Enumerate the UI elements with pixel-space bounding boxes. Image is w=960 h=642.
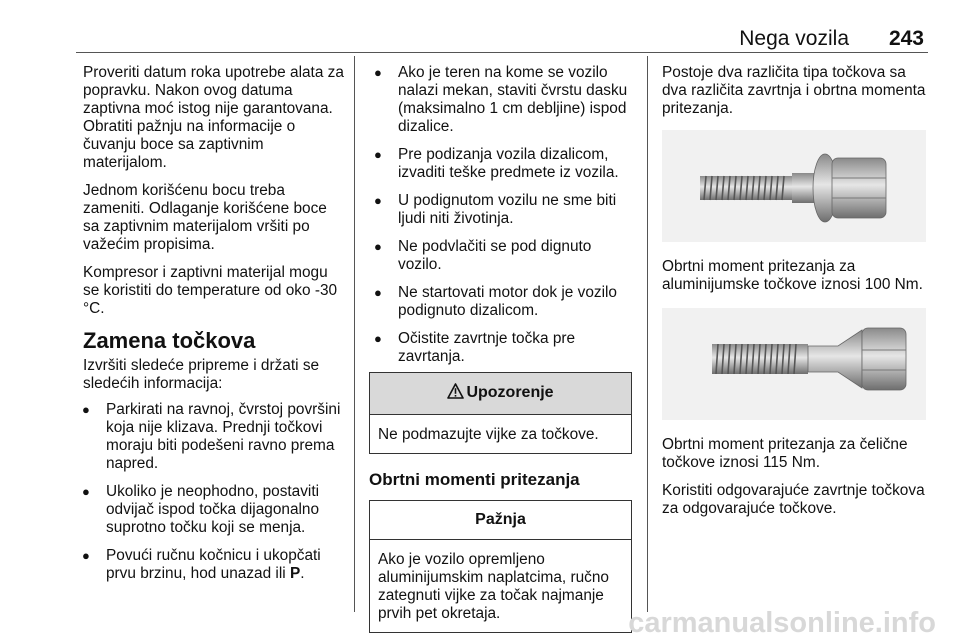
list-item: ● Ukoliko je neophodno, postaviti odvijač ispod točka dijagonalno suprotno točku koji se menja. xyxy=(82,483,320,536)
column-2 xyxy=(369,64,632,633)
list-item: ● U podignutom vozilu ne sme biti ljudi niti životinja. xyxy=(374,192,617,227)
paragraph: Proveriti datum roka upotrebe alata za popravku. Nakon ovog datuma zaptivna moć istog nije garantovana. Obratiti pažnju na informacije o čuvanju boce sa zaptivnim materijalom. xyxy=(83,64,344,171)
warning-title: Upozorenje xyxy=(466,384,554,401)
paragraph: Koristiti odgovarajuće zavrtnje točkova za odgovarajuće točkove. xyxy=(662,482,925,517)
bullet-list xyxy=(369,64,632,366)
bullet-dot-icon: ● xyxy=(374,331,382,346)
section-heading: Zamena točkova xyxy=(83,328,256,353)
bullet-dot-icon: ● xyxy=(374,193,382,208)
steel-wheel-bolt-illustration xyxy=(662,308,926,420)
warning-header xyxy=(370,373,631,415)
aluminium-wheel-bolt-illustration xyxy=(662,130,926,242)
bullet-list xyxy=(83,401,345,583)
section-title: Nega vozila xyxy=(739,27,849,50)
bullet-dot-icon: ● xyxy=(82,402,90,417)
warning-box xyxy=(369,372,632,454)
paragraph: Kompresor i zaptivni materijal mogu se koristiti do temperature od oko -30 °C. xyxy=(83,264,338,317)
page-number: 243 xyxy=(888,27,924,50)
paragraph: Obrtni moment pritezanja za aluminijumske točkove iznosi 100 Nm. xyxy=(662,258,923,293)
bullet-dot-icon: ● xyxy=(82,548,90,563)
column-divider-2 xyxy=(647,56,648,612)
bullet-dot-icon: ● xyxy=(374,147,382,162)
list-item: ● Povući ručnu kočnicu i ukopčati prvu brzinu, hod unazad ili P. xyxy=(82,547,321,582)
warning-text: Ne podmazujte vijke za točkove. xyxy=(378,426,599,443)
paragraph: Postoje dva različita tipa točkova sa dva različita zavrtnja i obrtna momenta pritezanja. xyxy=(662,64,926,117)
subheading: Obrtni momenti pritezanja xyxy=(369,470,580,489)
list-item: ● Ne startovati motor dok je vozilo podignuto dizalicom. xyxy=(374,284,617,319)
gear-letter: P xyxy=(289,565,301,582)
bullet-dot-icon: ● xyxy=(82,484,90,499)
bullet-dot-icon: ● xyxy=(374,285,382,300)
bullet-dot-icon: ● xyxy=(374,239,382,254)
note-text: Ako je vozilo opremljeno aluminijumskim naplatcima, ručno zategnuti vijke za točak najmanje prvih pet okretaja. xyxy=(378,551,609,622)
header-rule xyxy=(76,52,928,53)
column-divider-1 xyxy=(354,56,355,612)
warning-triangle-icon xyxy=(447,383,464,404)
note-header: Pažnja xyxy=(370,501,631,540)
list-item: ● Očistite zavrtnje točka pre zavrtanja. xyxy=(374,330,576,365)
paragraph: Izvršiti sledeće pripreme i držati se sledećih informacija: xyxy=(83,357,320,392)
column-3 xyxy=(662,64,926,528)
watermark: carmanualsonline.info xyxy=(628,607,936,639)
paragraph: Jednom korišćenu bocu treba zameniti. Odlaganje korišćene boce sa zaptivnim materijalom vršiti po važećim propisima. xyxy=(83,182,327,253)
list-item: ● Ako je teren na kome se vozilo nalazi mekan, staviti čvrstu dasku (maksimalno 1 cm debljine) ispod dizalice. xyxy=(374,64,628,135)
list-item: ● Parkirati na ravnoj, čvrstoj površini koja nije klizava. Prednji točkovi moraju biti podešeni ravno prema napred. xyxy=(82,401,341,472)
note-box xyxy=(369,500,632,633)
list-item: ● Pre podizanja vozila dizalicom, izvaditi teške predmete iz vozila. xyxy=(374,146,619,181)
bullet-dot-icon: ● xyxy=(374,65,382,80)
paragraph: Obrtni moment pritezanja za čelične točkove iznosi 115 Nm. xyxy=(662,436,908,471)
list-item: ● Ne podvlačiti se pod dignuto vozilo. xyxy=(374,238,592,273)
column-1 xyxy=(83,64,345,593)
